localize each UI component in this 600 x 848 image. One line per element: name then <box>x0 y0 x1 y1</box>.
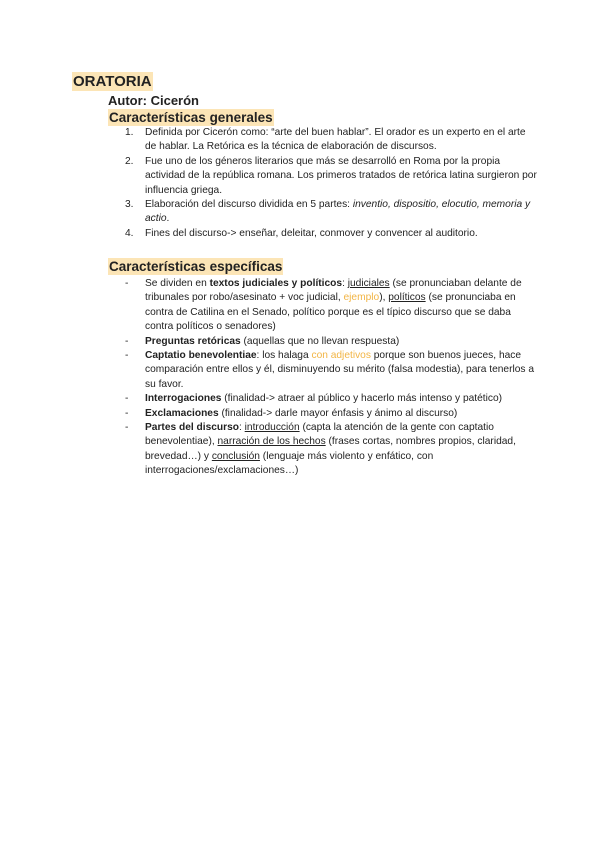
list-item <box>108 421 538 479</box>
list-item <box>108 335 538 349</box>
text-run: Se dividen en <box>145 278 210 289</box>
document-title: ORATORIA <box>73 73 152 90</box>
list-item-text: Definida por Cicerón como: “arte del buen hablar”. El orador es un experto en el arte de hablar. La Retórica es la técnica de elaboración de discursos. <box>145 127 526 153</box>
list-marker: - <box>125 350 129 362</box>
bold-text: Preguntas retóricas <box>145 335 241 347</box>
text-run: (aquellas que no llevan respuesta) <box>240 335 400 347</box>
list-item <box>108 126 538 155</box>
list-item <box>108 227 538 241</box>
bold-text: Captatio benevolentiae <box>145 350 257 362</box>
underlined-text: conclusión <box>211 450 260 462</box>
text-run: (finalidad-> darle mayor énfasis y ánimo al discurso) <box>218 407 458 419</box>
bold-text: Partes del discurso <box>145 422 239 434</box>
list-item <box>108 198 538 227</box>
text-run: (capta la atención de la gente con captatio benevolentiae), <box>145 422 494 448</box>
bold-text: textos judiciales y políticos <box>209 278 343 289</box>
highlighted-text: con adjetivos <box>311 350 371 362</box>
text-run: : <box>342 278 348 289</box>
list-marker: - <box>125 335 129 347</box>
list-item <box>108 407 538 421</box>
italic-text: inventio, dispositio, elocutio, memoria y actio <box>145 199 531 225</box>
list-item-text: Fue uno de los géneros literarios que más se desarrolló en Roma por la propia actividad de la república romana. Los primeros tratados de retórica latina surgieron por influencia griega. <box>145 155 537 196</box>
text-run: (finalidad-> atraer al público y hacerlo más intenso y patético) <box>221 393 503 405</box>
author-line: Autor: Cicerón <box>108 93 199 108</box>
specific-heading: Características específicas <box>109 259 283 274</box>
list-marker: 1. <box>125 127 134 138</box>
list-marker: - <box>125 278 129 289</box>
general-heading: Características generales <box>109 110 273 125</box>
list-item <box>108 392 538 406</box>
underlined-text: narración de los hechos <box>217 436 326 448</box>
list-marker: - <box>125 422 129 434</box>
text-run: (se pronunciaba en contra de Catilina en el Senado, político porque es el típico discurso que se daba contra políticos o senadores) <box>145 292 516 333</box>
list-item-text: Fines del discurso-> enseñar, deleitar, conmover y convencer al auditorio. <box>145 227 478 239</box>
underlined-text: judiciales <box>347 278 390 289</box>
specific-list <box>108 277 538 479</box>
text-run: : <box>239 422 245 434</box>
list-item <box>108 277 538 335</box>
list-marker: 4. <box>125 227 134 239</box>
highlighted-text: ejemplo <box>343 292 380 304</box>
text-run: (se pronunciaban delante de tribunales por robo/asesinato + voc judicial, <box>145 278 522 304</box>
text-run: ), <box>379 292 389 304</box>
list-marker: - <box>125 407 129 419</box>
text-run: (frases cortas, nombres propios, claridad, brevedad…) y <box>145 436 516 462</box>
underlined-text: introducción <box>244 422 300 434</box>
list-marker: - <box>125 393 129 405</box>
list-item <box>108 349 538 392</box>
text-run: porque son buenos jueces, hace comparación entre ellos y él, disminuyendo su mérito (falsa modestia), para tenerlos a su favor. <box>145 350 535 390</box>
text-run: : los halaga <box>256 350 312 362</box>
list-marker: 2. <box>125 155 134 167</box>
list-item-text: . <box>166 213 170 225</box>
list-marker: 3. <box>125 199 134 211</box>
text-run: (lenguaje más violento y enfático, con interrogaciones/exclamaciones…) <box>145 450 434 477</box>
list-item <box>108 155 538 198</box>
bold-text: Interrogaciones <box>145 393 222 405</box>
general-list <box>108 126 538 241</box>
bold-text: Exclamaciones <box>145 407 219 419</box>
underlined-text: políticos <box>388 292 426 304</box>
list-item-text: Elaboración del discurso dividida en 5 partes: <box>145 199 353 211</box>
